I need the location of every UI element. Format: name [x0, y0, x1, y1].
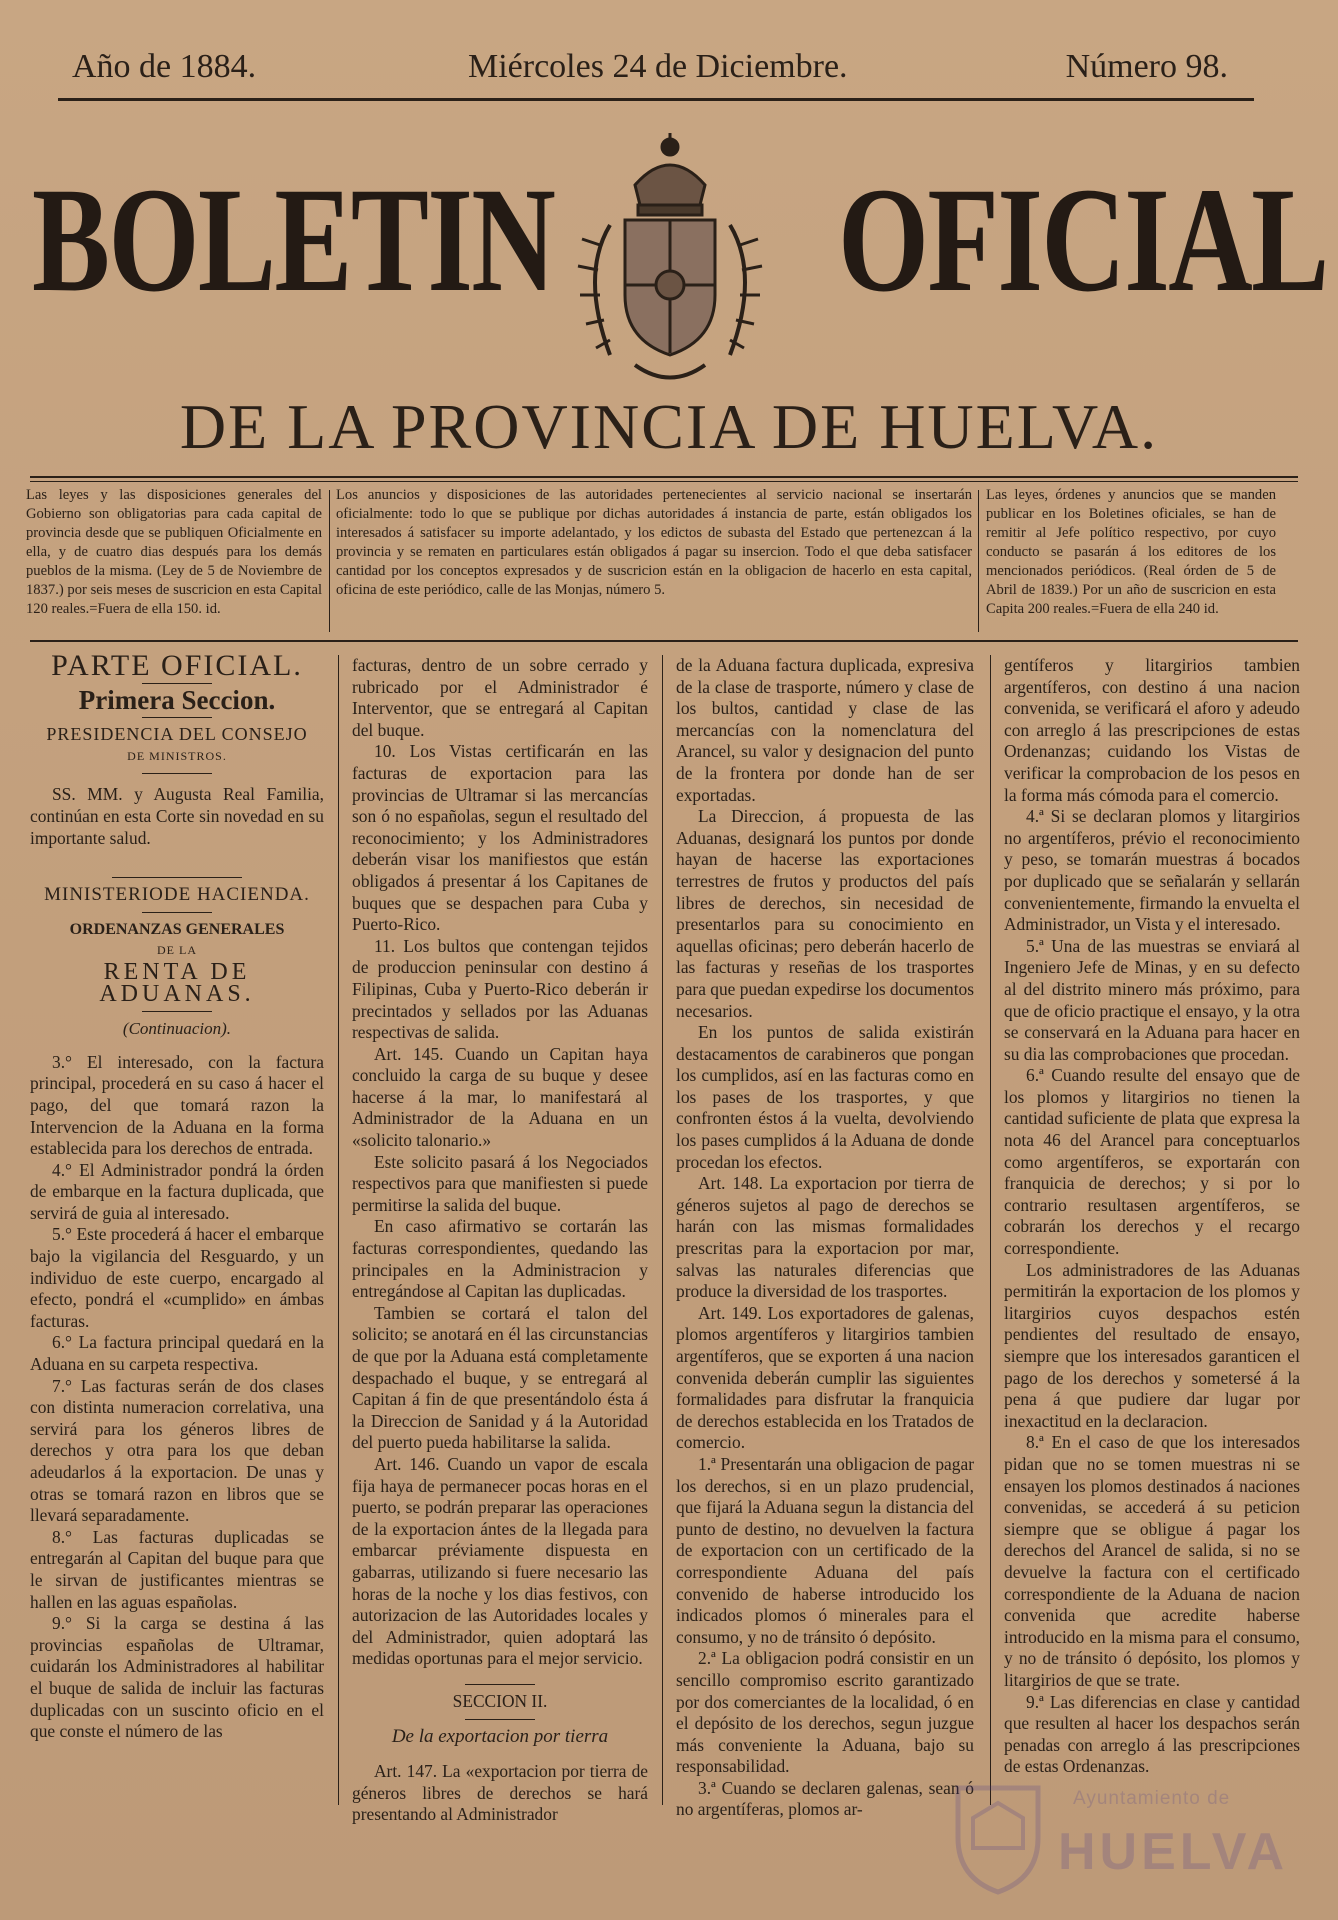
- paragraph: 7.° Las facturas serán de dos clases con distinta numeracion correlativa, una servirá para los géneros libres de derechos y otra para los que deban adeudarlos á la exportacion. De unas y otras se tomará razon en libros que se llevará separadamente.: [30, 1375, 324, 1526]
- section-heading-seccion-ii: SECCION II.: [452, 1690, 548, 1711]
- paragraph: 4.ª Si se declaran plomos y litargirios no argentíferos, prévio el reconocimiento y peso, se tomarán muestras á bocados por duplicado que se señalarán y sellarán convenientemente, firmando la envuelta el Administrador, un Vista y el interesado.: [1004, 806, 1300, 935]
- paragraph: Art. 149. Los exportadores de galenas, plomos argentíferos y litargirios tambien argentíferos, que se exporten á una nacion convenida deberán cumplir las siguientes formalidades para disfrutar la franquicia de derechos establecida en los Tratados de comercio.: [676, 1302, 974, 1453]
- notice-divider: [329, 490, 330, 632]
- paragraph: 9.ª Las diferencias en clase y cantidad que resulten al hacer los despachos serán penadas con arreglo á las prescripciones de estas Ordenanzas.: [1004, 1691, 1300, 1777]
- publication-subtitle: DE LA PROVINCIA DE HUELVA.: [179, 391, 1159, 462]
- paragraph: En los puntos de salida existirán destacamentos de carabineros que pongan los cumplidos, así en las facturas como en los pases de los trasportes, y que confronten éstos á la vuelta, devolviendo los pases cumplidos á la Aduana de donde procedan los efectos.: [676, 1022, 974, 1172]
- body-top-rule: [30, 640, 1298, 642]
- heading-renta: RENTA DE ADUANAS.: [99, 958, 255, 1007]
- column-3: [676, 655, 974, 1821]
- divider: [142, 1011, 212, 1012]
- paragraph: Art. 146. Cuando un vapor de escala fija haya de permanecer pocas horas en el puerto, se podrán preparar las operaciones de la exportacion ántes de la llegada para embarcar préviamente dispuesta en gabarras, utilizando si fuere necesario las horas de la noche y los dias festivos, con autorizacion de las Autoridades locales y del Administrador, quien adoptará las medidas oportunas para el mejor servicio.: [352, 1453, 648, 1669]
- heading-ministros: DE MINISTROS.: [127, 748, 227, 763]
- divider: [142, 912, 212, 913]
- paragraph: 5.ª Una de las muestras se enviará al Ingeniero Jefe de Minas, y en su defecto al del distrito minero más próximo, para que de oficio practique el ensayo, y la otra se conservará en la Aduana para hacer en su dia las comprobaciones que procedan.: [1004, 935, 1300, 1064]
- issue-number: Número 98.: [1065, 48, 1228, 85]
- column-4: [1004, 655, 1300, 1778]
- heading-de-la: DE LA: [157, 943, 197, 958]
- paragraph: 8.° Las facturas duplicadas se entregarán al Capitan del buque para que le sirvan de justificantes mientras se hallen en las aguas españolas.: [30, 1526, 324, 1612]
- paragraph: 4.° El Administrador pondrá la órden de embarque en la factura duplicada, que servirá de guia al interesado.: [30, 1159, 324, 1223]
- title-boletin: BOLETIN: [32, 157, 555, 323]
- title-oficial: OFICIAL: [838, 157, 1328, 323]
- heading-continuacion: (Continuacion).: [122, 1019, 232, 1039]
- paragraph: 10. Los Vistas certificarán en las facturas de exportacion para las provincias de Ultramar si las mercancías son ó no españolas, segun el resultado del reconocimiento; y los Administradores deberán visar los manifiestos que están obligados á presentar á los Capitanes de buques que se despachen para Cuba y Puerto-Rico.: [352, 741, 648, 935]
- notice-top-rule: [30, 476, 1298, 478]
- notice-right: Las leyes, órdenes y anuncios que se manden publicar en los Boletines oficiales, se han de remitir al Jefe político respectivo, por cuyo conducto se pasarán á los editores de los mencionados periódicos. (Real órden de 5 de Abril de 1839.) Por un año de suscricion en esta Capita 200 reales.=Fuera de ella 240 id.: [986, 487, 1276, 617]
- paragraph: 9.° Si la carga se destina á las provincias españolas de Ultramar, cuidarán los Administradores al habilitar el buque de salida de incluir las facturas duplicadas con un suscinto oficio en el que conste el número de las: [30, 1613, 324, 1742]
- divider: [465, 1684, 535, 1685]
- watermark-line2: HUELVA: [1058, 1823, 1289, 1881]
- column-divider: [662, 655, 663, 1805]
- archive-watermark: [948, 1778, 1289, 1898]
- notice-top-rule-thin: [30, 481, 1298, 482]
- notice-left: Las leyes y las disposiciones generales del Gobierno son obligatorias para cada capital de provincia desde que se publiquen Oficialmente en ella, y de cuatro dias después para los demás pueblos de la misma. (Ley de 5 de Noviembre de 1837.) por seis meses de suscricion en esta Capital 120 reales.=Fuera de ella 150. id.: [26, 487, 322, 617]
- paragraph: La Direccion, á propuesta de las Aduanas, designará los puntos por donde hayan de hacerse las exportaciones terrestres de frutos y productos del país libres de derechos, sin necesidad de presentarlos para su conocimiento en aquellas oficinas; pero deberán hacerlo de las facturas y reseñas de los trasportes para que puedan expedirse los documentos necesarios.: [676, 806, 974, 1021]
- heading-ministerio: MINISTERIODE HACIENDA.: [44, 884, 310, 906]
- notice-center: Los anuncios y disposiciones de las autoridades pertenecientes al servicio nacional se insertarán oficialmente: todo lo que se publique por dichas autoridades á instancia de parte, están obligados los interesados á satisfacer su importe adelantado, y los edictos de subasta del Estado que pertenezcan á la provincia y se rematen en particulares están obligados á pagar su insercion. Todo el que deba satisfacer cantidad por los conceptos expresados y de suscricion están en la obligacion de hacerlo en esta capital, oficina de este periódico, calle de las Monjas, número 5.: [336, 487, 972, 598]
- masthead-rule: [58, 98, 1254, 101]
- royal-crest-icon: [540, 125, 800, 405]
- city-shield-icon: [948, 1778, 1048, 1896]
- heading-presidencia: PRESIDENCIA DEL CONSEJO: [46, 724, 308, 745]
- divider: [142, 773, 212, 774]
- heading-ordenanzas: ORDENANZAS GENERALES: [69, 920, 285, 938]
- notice-divider: [978, 490, 979, 632]
- masthead-dateline: [58, 48, 1238, 94]
- column-divider: [990, 655, 991, 1805]
- paragraph: 3.° El interesado, con la factura principal, procederá en su caso á hacer el pago, del que tomará razon la Intervencion de la Aduana en la forma establecida para los derechos de entrada.: [30, 1051, 324, 1159]
- paragraph: Art. 145. Cuando un Capitan haya concluido la carga de su buque y desee hacerse á la mar, lo manifestará al Administrador de la Aduana en un «solicito talonario.»: [352, 1043, 648, 1151]
- subsection-heading: De la exportacion por tierra: [391, 1725, 609, 1747]
- paragraph: 5.° Este procederá á hacer el embarque bajo la vigilancia del Resguardo, y un individuo de este cuerpo, encargado al efecto, pondrá el «cumplido» en ámbas facturas.: [30, 1224, 324, 1331]
- watermark-line1: Ayuntamiento de: [1073, 1788, 1231, 1809]
- section-heading-primera: Primera Seccion.: [78, 684, 276, 715]
- divider: [142, 717, 212, 718]
- paragraph: En caso afirmativo se cortarán las facturas correspondientes, quedando las principales en la Administracion y entregándose al Capitan las duplicadas.: [352, 1216, 648, 1302]
- divider: [465, 1719, 535, 1720]
- paragraph: 2.ª La obligacion podrá consistir en un sencillo compromiso escrito garantizado por dos comerciantes de la localidad, ó en el depósito de los derechos, segun juzgue más conveniente la Aduana, bajo su responsabilidad.: [676, 1648, 974, 1777]
- paragraph: de la Aduana factura duplicada, expresiva de la clase de trasporte, número y clase de los bultos, cantidad y clase de las mercancías con la nomenclatura del Arancel, su valor y designacion del punto de la frontera por donde han de ser exportadas.: [676, 655, 974, 805]
- paragraph: 11. Los bultos que contengan tejidos de produccion peninsular con destino á Filipinas, Cuba y Puerto-Rico deberán ir precintados y sellados por las Aduanas respectivas de salida.: [352, 935, 648, 1043]
- section-heading-parte-oficial: PARTE OFICIAL.: [51, 649, 303, 682]
- paragraph: Tambien se cortará el talon del solicito; se anotará en él las circunstancias de que por la Aduana está completamente despachado el buque, y se entregará al Capitan á fin de que presentándolo ésta á la Direccion de Sanidad y á la Autoridad del puerto pueda habilitarse la salida.: [352, 1302, 648, 1453]
- paragraph: 8.ª En el caso de que los interesados pidan que no se tomen muestras ni se ensayen los plomos destinados á naciones convenidas, se accederá á su peticion siempre que se obligue á pagar los derechos del Arancel de salida, si no se devuelve la factura con el certificado correspondiente de la Aduana de nacion convenida que acredite haberse introducido en la misma para el consumo, y no de tránsito ó depósito, los plomos y litargirios de que se trate.: [1004, 1432, 1300, 1690]
- paragraph: gentíferos y litargirios tambien argentíferos, con destino á una nacion convenida, se verificará el aforo y adeudo con arreglo á las prescripciones de estas Ordenanzas; cuidando los Vistas de verificar la comprobacion de los pesos en la forma más cómoda para el comercio.: [1004, 655, 1300, 805]
- paragraph: 6.° La factura principal quedará en la Aduana en su carpeta respectiva.: [30, 1332, 324, 1375]
- column-divider: [338, 655, 339, 1805]
- paragraph: Los administradores de las Aduanas permitirán la exportacion de los plomos y litargirios cuyos despachos estén pendientes del resultado de ensayo, siempre que los interesados garanticen el pago de los derechos y sometersé á la pena á que pudiere dar lugar por inexactitud en la declaracion.: [1004, 1259, 1300, 1431]
- paragraph: 6.ª Cuando resulte del ensayo que de los plomos y litargirios no tienen la cantidad suficiente de plata que expresa la nota 46 del Arancel para conceptuarlos como argentíferos, se exportarán con franquicia de derechos; y si por lo contrario resultasen argentíferos, se cobrarán los derechos y el recargo correspondiente.: [1004, 1065, 1300, 1259]
- paragraph: 1.ª Presentarán una obligacion de pagar los derechos, si en un plazo prudencial, que fijará la Aduana segun la distancia del punto de destino, no devuelven la factura de exportacion con un certificado de la correspondiente Aduana del país convenido de haberse introducido los indicados plomos ó minerales para el consumo, y no de tránsito ó depósito.: [676, 1453, 974, 1647]
- column-2: [352, 655, 648, 1826]
- divider: [142, 683, 212, 684]
- paragraph: facturas, dentro de un sobre cerrado y rubricado por el Administrador é Interventor, que se entregará al Capitan del buque.: [352, 655, 648, 740]
- issue-year: Año de 1884.: [72, 48, 257, 85]
- paragraph: Este solicito pasará á los Negociados respectivos para que manifiesten si puede permitirse la salida del buque.: [352, 1151, 648, 1215]
- column-1: [30, 649, 324, 1743]
- paragraph: 3.ª Cuando se declaren galenas, sean ó no argentíferas, plomos ar-: [676, 1777, 974, 1820]
- divider: [112, 877, 242, 878]
- issue-date: Miércoles 24 de Diciembre.: [468, 48, 848, 85]
- paragraph: Art. 147. La «exportacion por tierra de géneros libres de derechos se hará presentando al Administrador: [352, 1761, 648, 1825]
- paragraph: SS. MM. y Augusta Real Familia, continúan en esta Corte sin novedad en su importante salud.: [30, 784, 324, 848]
- paragraph: Art. 148. La exportacion por tierra de géneros sujetos al pago de derechos se harán con las mismas formalidades prescritas para la exportacion por mar, salvas las naturales diferencias que produce la diversidad de los trasportes.: [676, 1173, 974, 1302]
